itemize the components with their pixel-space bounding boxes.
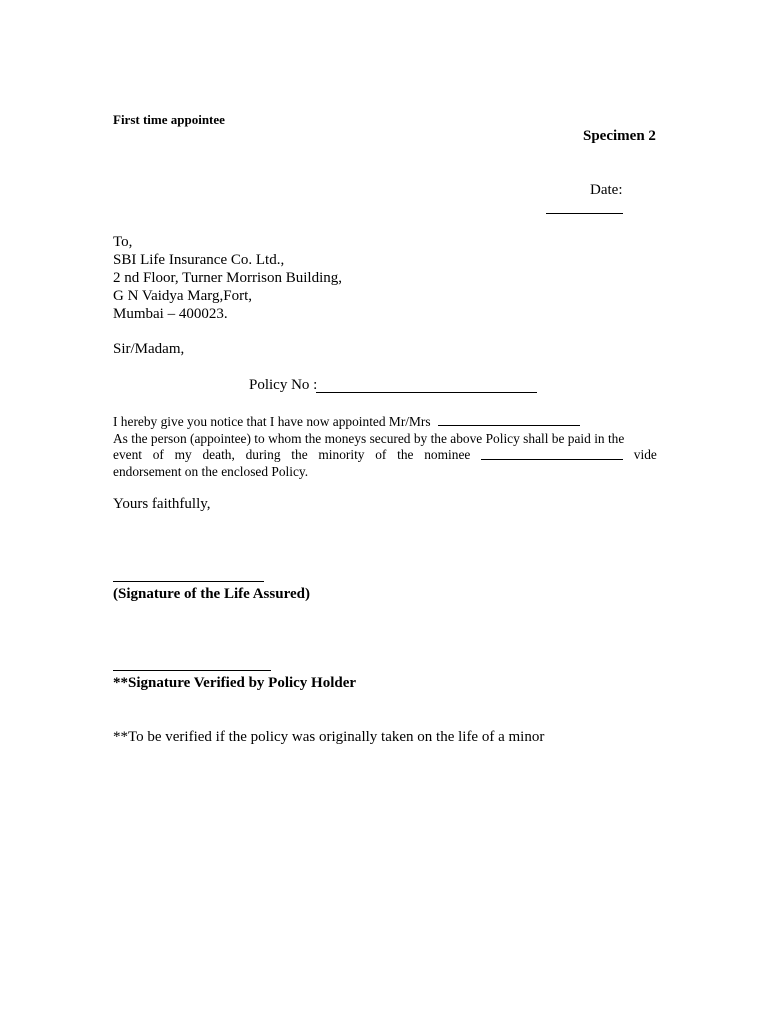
notice-line-1: [113, 413, 657, 431]
address-line: 2 nd Floor, Turner Morrison Building,: [113, 270, 343, 286]
header-left-title: First time appointee: [113, 112, 225, 127]
header-right-title: Specimen 2: [583, 128, 656, 144]
appointee-name-blank: [438, 413, 580, 426]
policy-no-blank-line: [316, 392, 537, 393]
notice-text: endorsement on the enclosed Policy.: [113, 463, 309, 479]
notice-word: minority: [318, 447, 365, 462]
notice-text: As the person (appointee) to whom the moneys secured by the above Policy shall be paid in the: [113, 430, 625, 446]
closing: Yours faithfully,: [113, 496, 211, 512]
notice-word: the: [291, 447, 308, 462]
footnote: **To be verified if the policy was originally taken on the life of a minor: [113, 729, 545, 745]
notice-word: the: [397, 447, 414, 462]
notice-word: of: [152, 447, 164, 462]
notice-line-3: [113, 447, 657, 464]
notice-word: vide: [633, 447, 657, 462]
notice-word: of: [375, 447, 387, 462]
signature-line-policy-holder: [113, 670, 271, 671]
notice-word: nominee: [424, 447, 471, 462]
notice-word: my: [174, 447, 192, 462]
notice-line-2: [113, 431, 657, 448]
signature-line-life-assured: [113, 581, 264, 582]
signature-caption-life-assured: (Signature of the Life Assured): [113, 586, 310, 602]
notice-word: event: [113, 447, 142, 462]
notice-line-4: [113, 464, 657, 481]
nominee-name-blank: [481, 447, 623, 460]
date-blank-line: [546, 213, 623, 214]
address-line: G N Vaidya Marg,Fort,: [113, 288, 253, 304]
address-line: SBI Life Insurance Co. Ltd.,: [113, 252, 285, 268]
notice-word: death,: [202, 447, 235, 462]
notice-word: during: [245, 447, 281, 462]
notice-text: I hereby give you notice that I have now appointed Mr/Mrs: [113, 414, 431, 429]
address-to: To,: [113, 234, 133, 250]
policy-no-label: Policy No :: [249, 377, 318, 393]
date-label: Date:: [590, 182, 623, 198]
notice-paragraph: [113, 413, 657, 480]
signature-caption-policy-holder: **Signature Verified by Policy Holder: [113, 675, 357, 691]
greeting: Sir/Madam,: [113, 341, 185, 357]
address-line: Mumbai – 400023.: [113, 306, 228, 322]
